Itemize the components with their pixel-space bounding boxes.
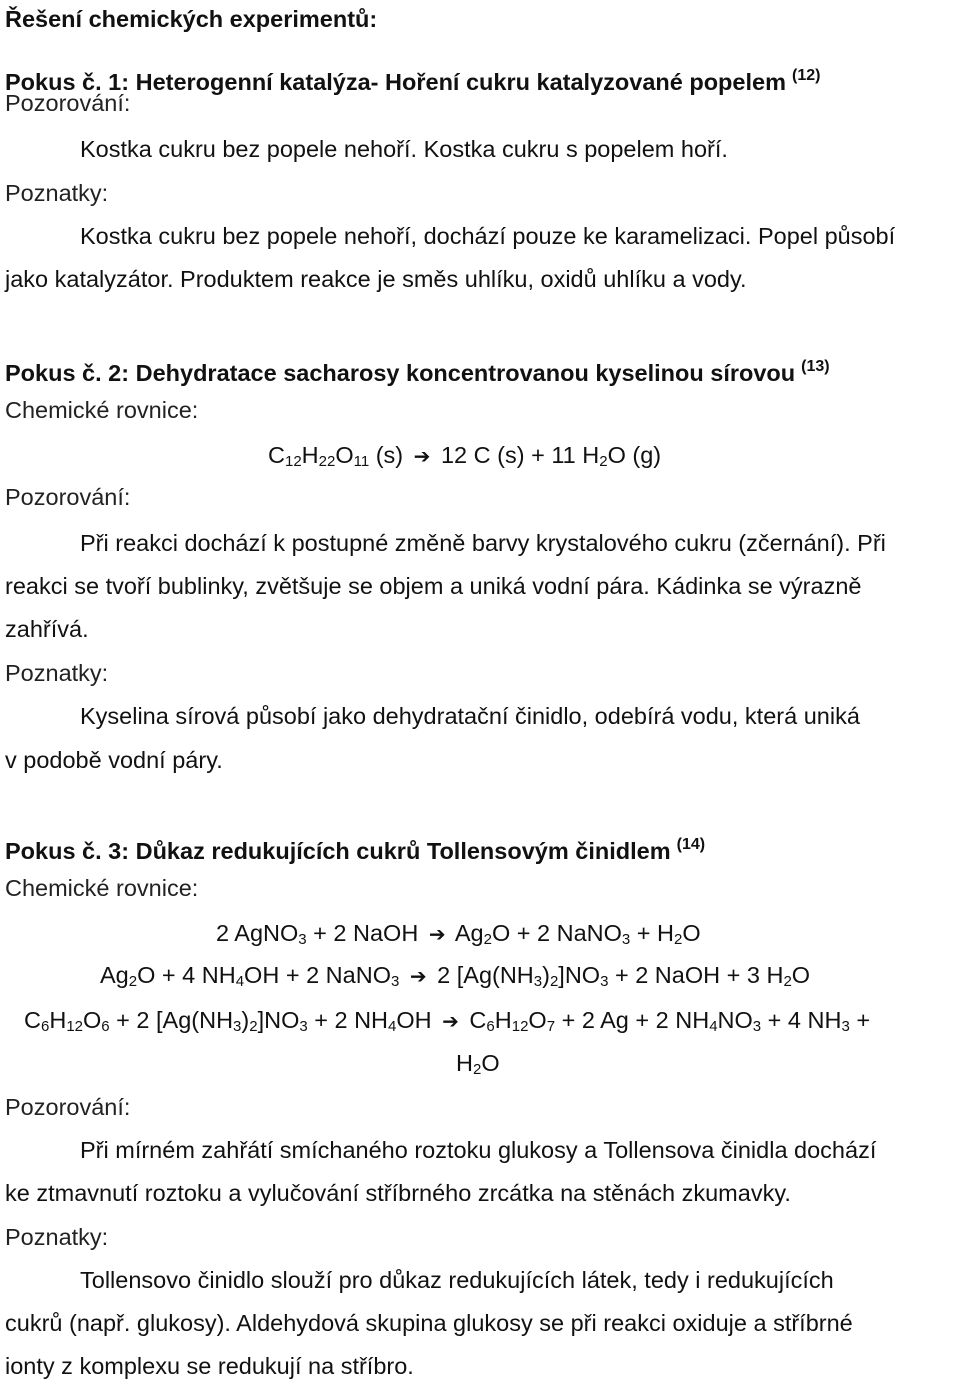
equation-glucose-oxidation-continued: $H_2O$ <box>456 1050 500 1078</box>
experiment-3-equations-label: Chemické rovnice: <box>5 875 199 901</box>
experiment-3-notes-label: Poznatky: <box>5 1224 109 1250</box>
reaction-arrow-icon: ➔ <box>428 924 446 946</box>
equation-silver-oxide: 2 AgNO$_3$ + 2 NaOH ➔ $Ag_2O + 2$ NaNO$_3$ + $H_2O$ <box>216 920 701 948</box>
equation-glucose-oxidation: $C_6H_{12}O_6 + 2$ $[Ag(NH_3)_2]NO_3 + 2$ $NH_4OH$ ➔ $C_6H_{12}O_7 + 2$ Ag + 2 $NH_4NO_3 + 4$ $NH_3$ + <box>24 1007 871 1035</box>
experiment-2-notes-label: Poznatky: <box>5 660 109 686</box>
experiment-3-heading <box>5 830 705 866</box>
equation-tollens-reagent: $Ag_2O + 4$ $NH_4OH + 2$ NaNO$_3$ ➔ 2 $[Ag(NH_3)_2]NO_3 + 2$ NaOH + 3 $H_2O$ <box>100 962 811 990</box>
experiment-2-observation-text-3: zahřívá. <box>5 616 89 642</box>
experiment-2-heading <box>5 352 830 388</box>
experiment-2-notes-text-2: v podobě vodní páry. <box>5 747 223 773</box>
experiment-3-title: Pokus č. 3: Důkaz redukujících cukrů Tollensovým činidlem <box>5 838 671 864</box>
experiment-3-notes-text-3: ionty z komplexu se redukují na stříbro. <box>5 1353 414 1379</box>
experiment-1-notes-text-1: Kostka cukru bez popele nehoří, dochází pouze ke karamelizaci. Popel působí <box>80 223 896 249</box>
experiment-3-notes-text-2: cukrů (např. glukosy). Aldehydová skupina glukosy se při reakci oxiduje a stříbrné <box>5 1310 853 1336</box>
experiment-3-reference: (14) <box>676 836 706 853</box>
experiment-3-notes-text-1: Tollensovo činidlo slouží pro důkaz redukujících látek, tedy i redukujících <box>80 1267 834 1293</box>
experiment-2-notes-text-1: Kyselina sírová působí jako dehydratační činidlo, odebírá vodu, která uniká <box>80 703 860 729</box>
experiment-2-observation-text-1: Při reakci dochází k postupné změně barvy krystalového cukru (zčernání). Při <box>80 530 886 556</box>
experiment-1-observation-text: Kostka cukru bez popele nehoří. Kostka cukru s popelem hoří. <box>80 136 728 162</box>
equation-sucrose-dehydration: $C_{12}H_{22}O_{11}$ (s) ➔ 12 C (s) + 11 $H_2O$ (g) <box>268 442 662 470</box>
experiment-3-observation-label: Pozorování: <box>5 1094 131 1120</box>
reaction-arrow-icon: ➔ <box>409 966 427 988</box>
experiment-3-observation-text-2: ke ztmavnutí roztoku a vylučování stříbrného zrcátka na stěnách zkumavky. <box>5 1180 791 1206</box>
page-title: Řešení chemických experimentů: <box>5 6 378 32</box>
experiment-1-observation-label: Pozorování: <box>5 90 131 116</box>
experiment-2-equations-label: Chemické rovnice: <box>5 397 199 423</box>
experiment-1-notes-text-2: jako katalyzátor. Produktem reakce je směs uhlíku, oxidů uhlíku a vody. <box>5 266 747 292</box>
reaction-arrow-icon: ➔ <box>442 1011 459 1033</box>
experiment-2-observation-label: Pozorování: <box>5 484 131 510</box>
experiment-1-title: Pokus č. 1: Heterogenní katalýza- Hoření cukru katalyzované popelem <box>5 69 786 95</box>
experiment-2-reference: (13) <box>801 358 830 375</box>
reaction-arrow-icon: ➔ <box>413 446 431 468</box>
experiment-2-title: Pokus č. 2: Dehydratace sacharosy koncentrovanou kyselinou sírovou <box>5 360 796 386</box>
experiment-2-observation-text-2: reakci se tvoří bublinky, zvětšuje se objem a uniká vodní pára. Kádinka se výrazně <box>5 573 862 599</box>
experiment-1-reference: (12) <box>791 67 821 84</box>
experiment-3-observation-text-1: Při mírném zahřátí smíchaného roztoku glukosy a Tollensova činidla dochází <box>80 1137 877 1163</box>
experiment-1-notes-label: Poznatky: <box>5 180 109 206</box>
